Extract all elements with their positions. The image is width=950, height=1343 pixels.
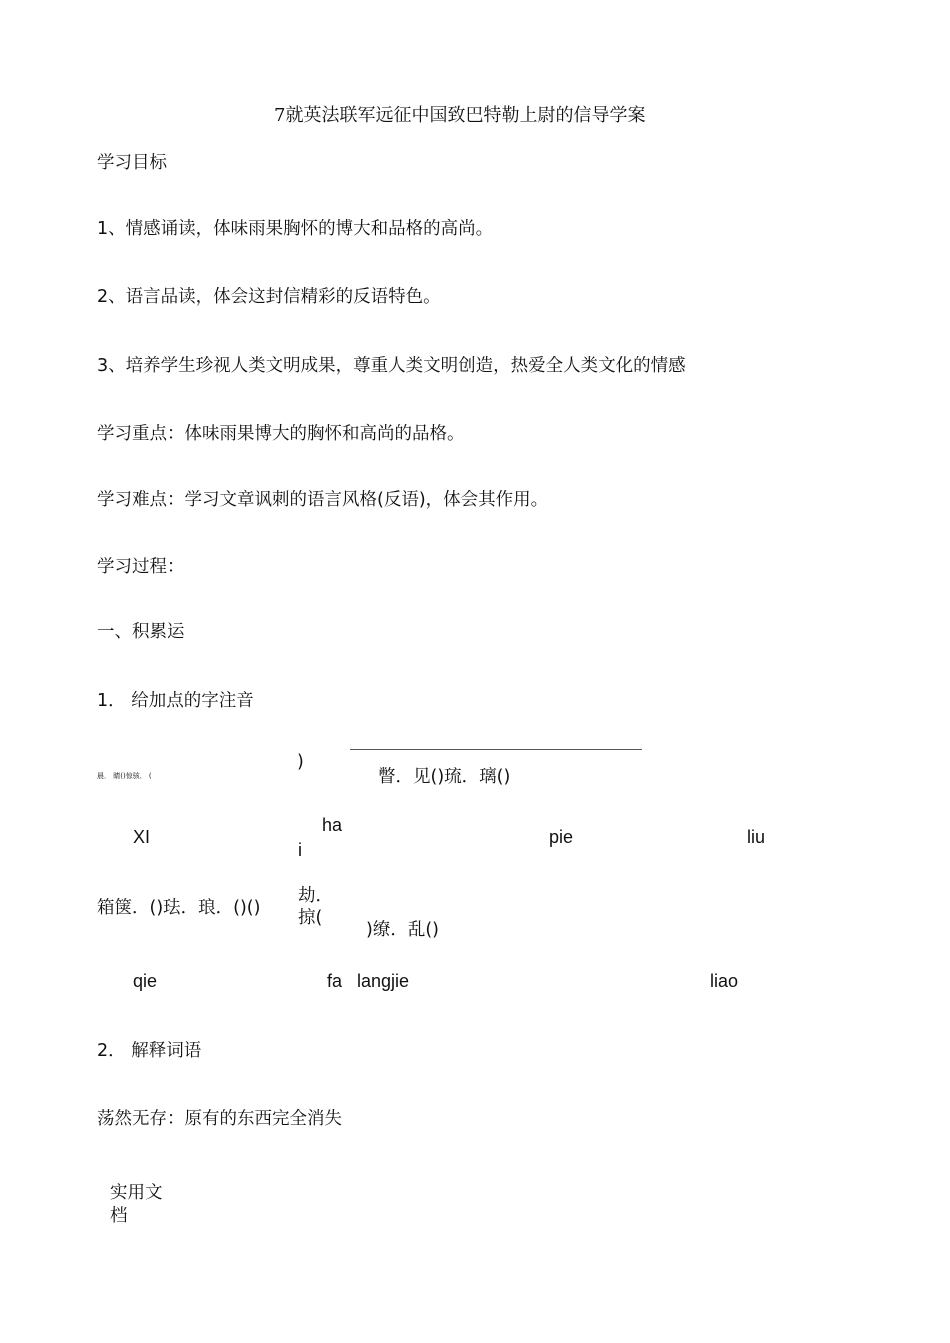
tiny-word-row: 晨． 睛()惊骇． (: [97, 772, 152, 780]
process-heading: 学习过程：: [97, 557, 185, 577]
page-title: 7就英法联军远征中国致巴特勒上尉的信导学案: [274, 105, 646, 126]
word-row-1: 瞥．见()琉．璃(): [378, 767, 511, 787]
word-row-2-right: )缭．乱(): [366, 920, 439, 940]
goal-item-1: 1、情感诵读，体味雨果胸怀的博大和品格的高尚。: [97, 219, 494, 239]
pinyin-xi: XI: [133, 827, 151, 847]
closing-paren: ): [297, 752, 304, 772]
exercise-1-heading: 1． 给加点的字注音: [97, 691, 254, 711]
footer-label-line2: 档: [110, 1206, 128, 1226]
exercise-2-heading: 2． 解释词语: [97, 1041, 202, 1061]
footer-label-line1: 实用文: [110, 1183, 163, 1203]
pinyin-liu: liu: [747, 827, 766, 847]
goal-item-2: 2、语言品读，体会这封信精彩的反语特色。: [97, 287, 441, 307]
key-point: 学习重点：体味雨果博大的胸怀和高尚的品格。: [97, 424, 465, 444]
separator-line: [350, 749, 642, 750]
word-row-2-mid-top: 劫．: [298, 886, 333, 906]
definition-text: 荡然无存：原有的东西完全消失: [97, 1109, 342, 1129]
pinyin-langjie: langjie: [357, 971, 410, 991]
word-row-2-mid-bottom: 掠(: [298, 908, 323, 928]
goal-item-3: 3、培养学生珍视人类文明成果，尊重人类文明创造，热爱全人类文化的情感: [97, 356, 686, 376]
pinyin-fa: fa: [327, 971, 343, 991]
difficulty-point: 学习难点：学习文章讽刺的语言风格(反语)，体会其作用。: [97, 490, 549, 510]
pinyin-pie: pie: [549, 827, 574, 847]
pinyin-liao: liao: [710, 971, 739, 991]
word-row-2-left: 箱箧．()珐．琅．()(): [97, 898, 261, 918]
pinyin-hai-bottom: i: [298, 840, 302, 860]
pinyin-qie: qie: [133, 971, 158, 991]
goals-heading: 学习目标: [97, 153, 167, 173]
section-heading: 一、积累运: [97, 622, 185, 642]
pinyin-hai-top: ha: [322, 815, 343, 835]
